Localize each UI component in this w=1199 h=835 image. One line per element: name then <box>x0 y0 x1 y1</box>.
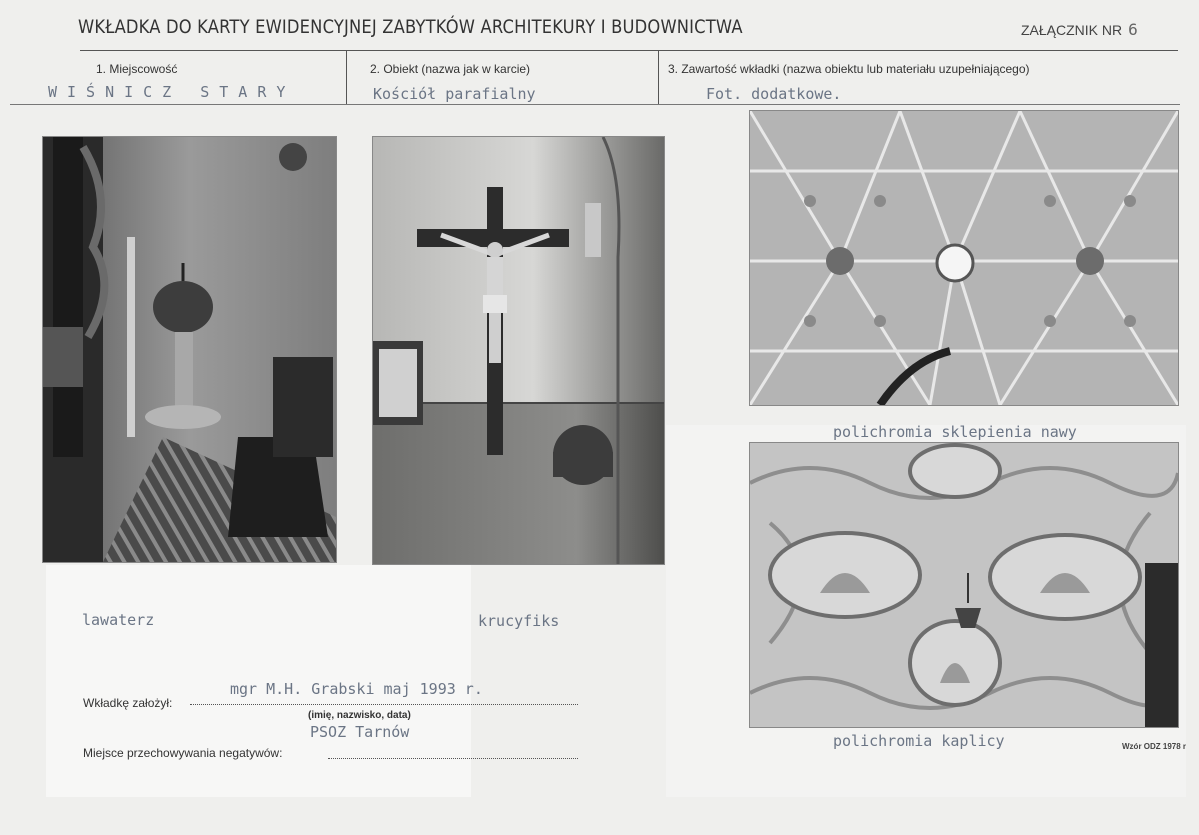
photo-baptismal-font <box>42 136 337 563</box>
photo-nave-vault-image <box>750 111 1178 405</box>
author-label: Wkładkę założył: <box>83 696 173 710</box>
locality-value: WIŚNICZ STARY <box>48 83 296 101</box>
storage-value: PSOZ Tarnów <box>310 723 410 741</box>
author-value: mgr M.H. Grabski maj 1993 r. <box>230 680 483 698</box>
photo-nave-vault <box>749 110 1179 406</box>
form-code: Wzór ODZ 1978 r <box>1122 742 1187 751</box>
author-line <box>190 704 578 705</box>
author-hint: (imię, nazwisko, data) <box>308 710 411 721</box>
header-rule-top <box>80 50 1178 51</box>
photo-chapel-ceiling-image <box>750 443 1178 727</box>
annex-number: 6 <box>1128 20 1138 39</box>
header <box>78 14 1178 42</box>
storage-label: Miejsce przechowywania negatywów: <box>83 746 283 760</box>
field-divider-2 <box>658 50 659 104</box>
content-value: Fot. dodatkowe. <box>706 85 842 103</box>
caption-baptismal-font: lawaterz <box>82 611 155 629</box>
storage-line <box>328 758 578 759</box>
caption-nave-vault: polichromia sklepienia nawy <box>833 423 1077 441</box>
photo-crucifix <box>372 136 665 565</box>
object-label: 2. Obiekt (nazwa jak w karcie) <box>370 62 531 76</box>
photo-baptismal-font-image <box>43 137 336 562</box>
form-title: WKŁADKA DO KARTY EWIDENCYJNEJ ZABYTKÓW ARCHITEKURY I BUDOWNICTWA <box>78 16 743 38</box>
header-rule-bottom <box>10 104 1180 105</box>
annex-label-group <box>1021 20 1138 39</box>
field-divider-1 <box>346 50 347 104</box>
locality-label: 1. Miejscowość <box>96 62 178 76</box>
photo-chapel-ceiling <box>749 442 1179 728</box>
annex-label: ZAŁĄCZNIK NR <box>1021 22 1123 38</box>
object-value: Kościół parafialny <box>373 85 536 103</box>
caption-crucifix: krucyfiks <box>478 612 560 630</box>
content-label: 3. Zawartość wkładki (nazwa obiektu lub materiału uzupełniającego) <box>668 62 1030 76</box>
caption-chapel-ceiling: polichromia kaplicy <box>833 732 1005 750</box>
photo-crucifix-image <box>373 137 664 564</box>
